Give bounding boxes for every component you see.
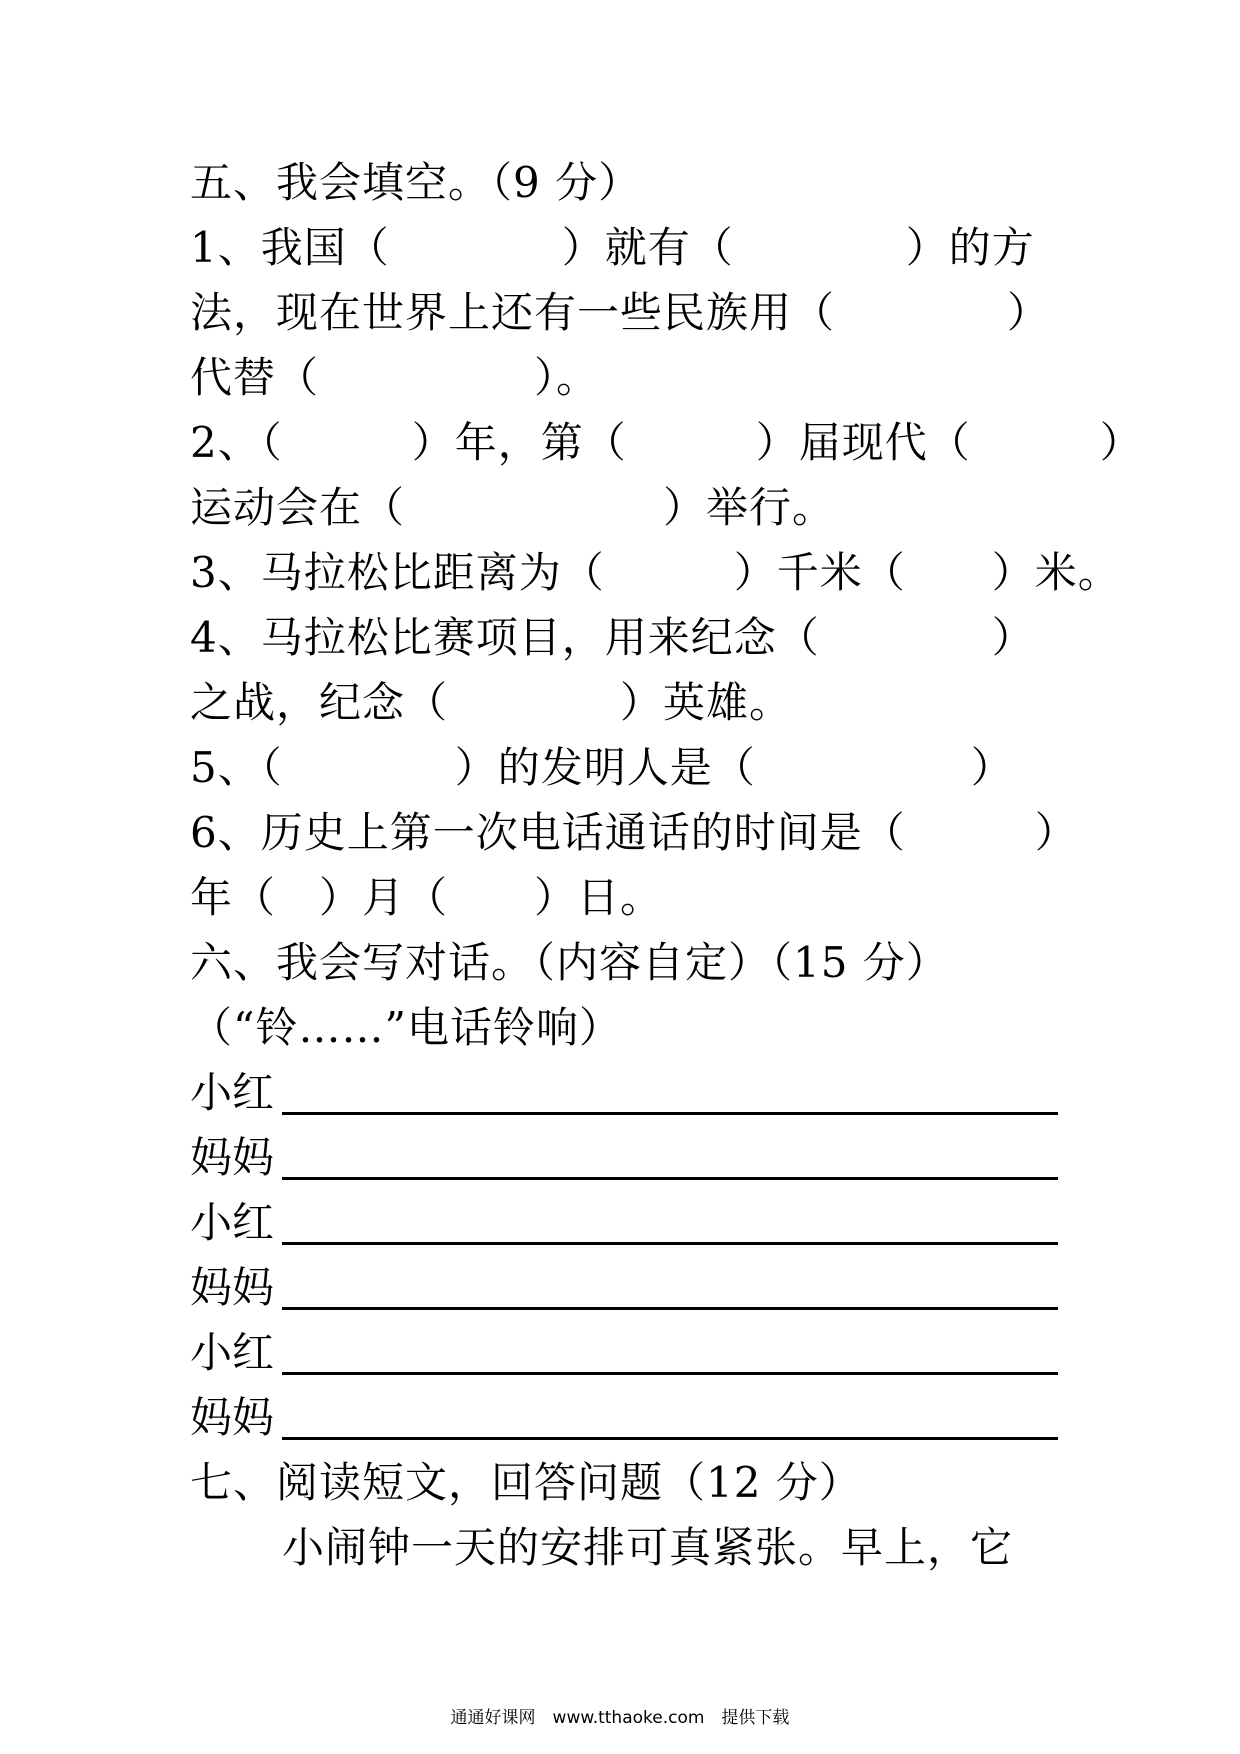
section7-title: 七、阅读短文，回答问题（12 分）: [190, 1458, 862, 1507]
q5-line1: 5、（ ）的发明人是（ ）: [190, 743, 1014, 792]
q2-line1: 2、（ ）年，第（ ）届现代（ ）: [190, 418, 1143, 467]
dialog-speaker: 妈妈: [190, 1133, 275, 1182]
answer-blank-line[interactable]: [282, 1242, 1058, 1245]
q3-line1: 3、马拉松比距离为（ ）千米（ ）米。: [190, 548, 1121, 597]
q6-line1: 6、历史上第一次电话通话的时间是（ ）: [190, 808, 1078, 857]
answer-blank-line[interactable]: [282, 1307, 1058, 1310]
answer-blank-line[interactable]: [282, 1437, 1058, 1440]
q1-line2: 法，现在世界上还有一些民族用（ ）: [190, 288, 1051, 337]
dialog-speaker: 小红: [190, 1328, 275, 1377]
dialog-speaker: 小红: [190, 1198, 275, 1247]
q4-line2: 之战，纪念（ ）英雄。: [190, 678, 793, 727]
dialog-speaker: 妈妈: [190, 1393, 275, 1442]
dialog-row: [190, 1060, 1058, 1125]
q4-line1: 4、马拉松比赛项目，用来纪念（ ）: [190, 613, 1035, 662]
q1-line1: 1、我国（ ）就有（ ）的方: [190, 223, 1035, 272]
footer-credit: 通通好课网 www.tthaoke.com 提供下载: [450, 1708, 790, 1728]
dialog-row: [190, 1190, 1058, 1255]
dialog-row: [190, 1320, 1058, 1385]
passage-first-line: 小闹钟一天的安排可真紧张。早上，它: [282, 1523, 1014, 1572]
worksheet-content: [190, 150, 1143, 1580]
section5-title: 五、我会填空。（9 分）: [190, 158, 642, 207]
dialog-row: [190, 1125, 1058, 1190]
dialog-row: [190, 1255, 1058, 1320]
dialog-speaker: 妈妈: [190, 1263, 275, 1312]
answer-blank-line[interactable]: [282, 1112, 1058, 1115]
q6-line2: 年（ ）月（ ）日。: [190, 873, 664, 922]
answer-blank-line[interactable]: [282, 1177, 1058, 1180]
dialog-speaker: 小红: [190, 1068, 275, 1117]
section6-title: 六、我会写对话。（内容自定）（15 分）: [190, 938, 949, 987]
dialog-row: [190, 1385, 1058, 1450]
section6-prompt: （“铃……”电话铃响）: [190, 1003, 622, 1052]
q1-line3: 代替（ ）。: [190, 353, 600, 402]
answer-blank-line[interactable]: [282, 1372, 1058, 1375]
q2-line2: 运动会在（ ）举行。: [190, 483, 836, 532]
